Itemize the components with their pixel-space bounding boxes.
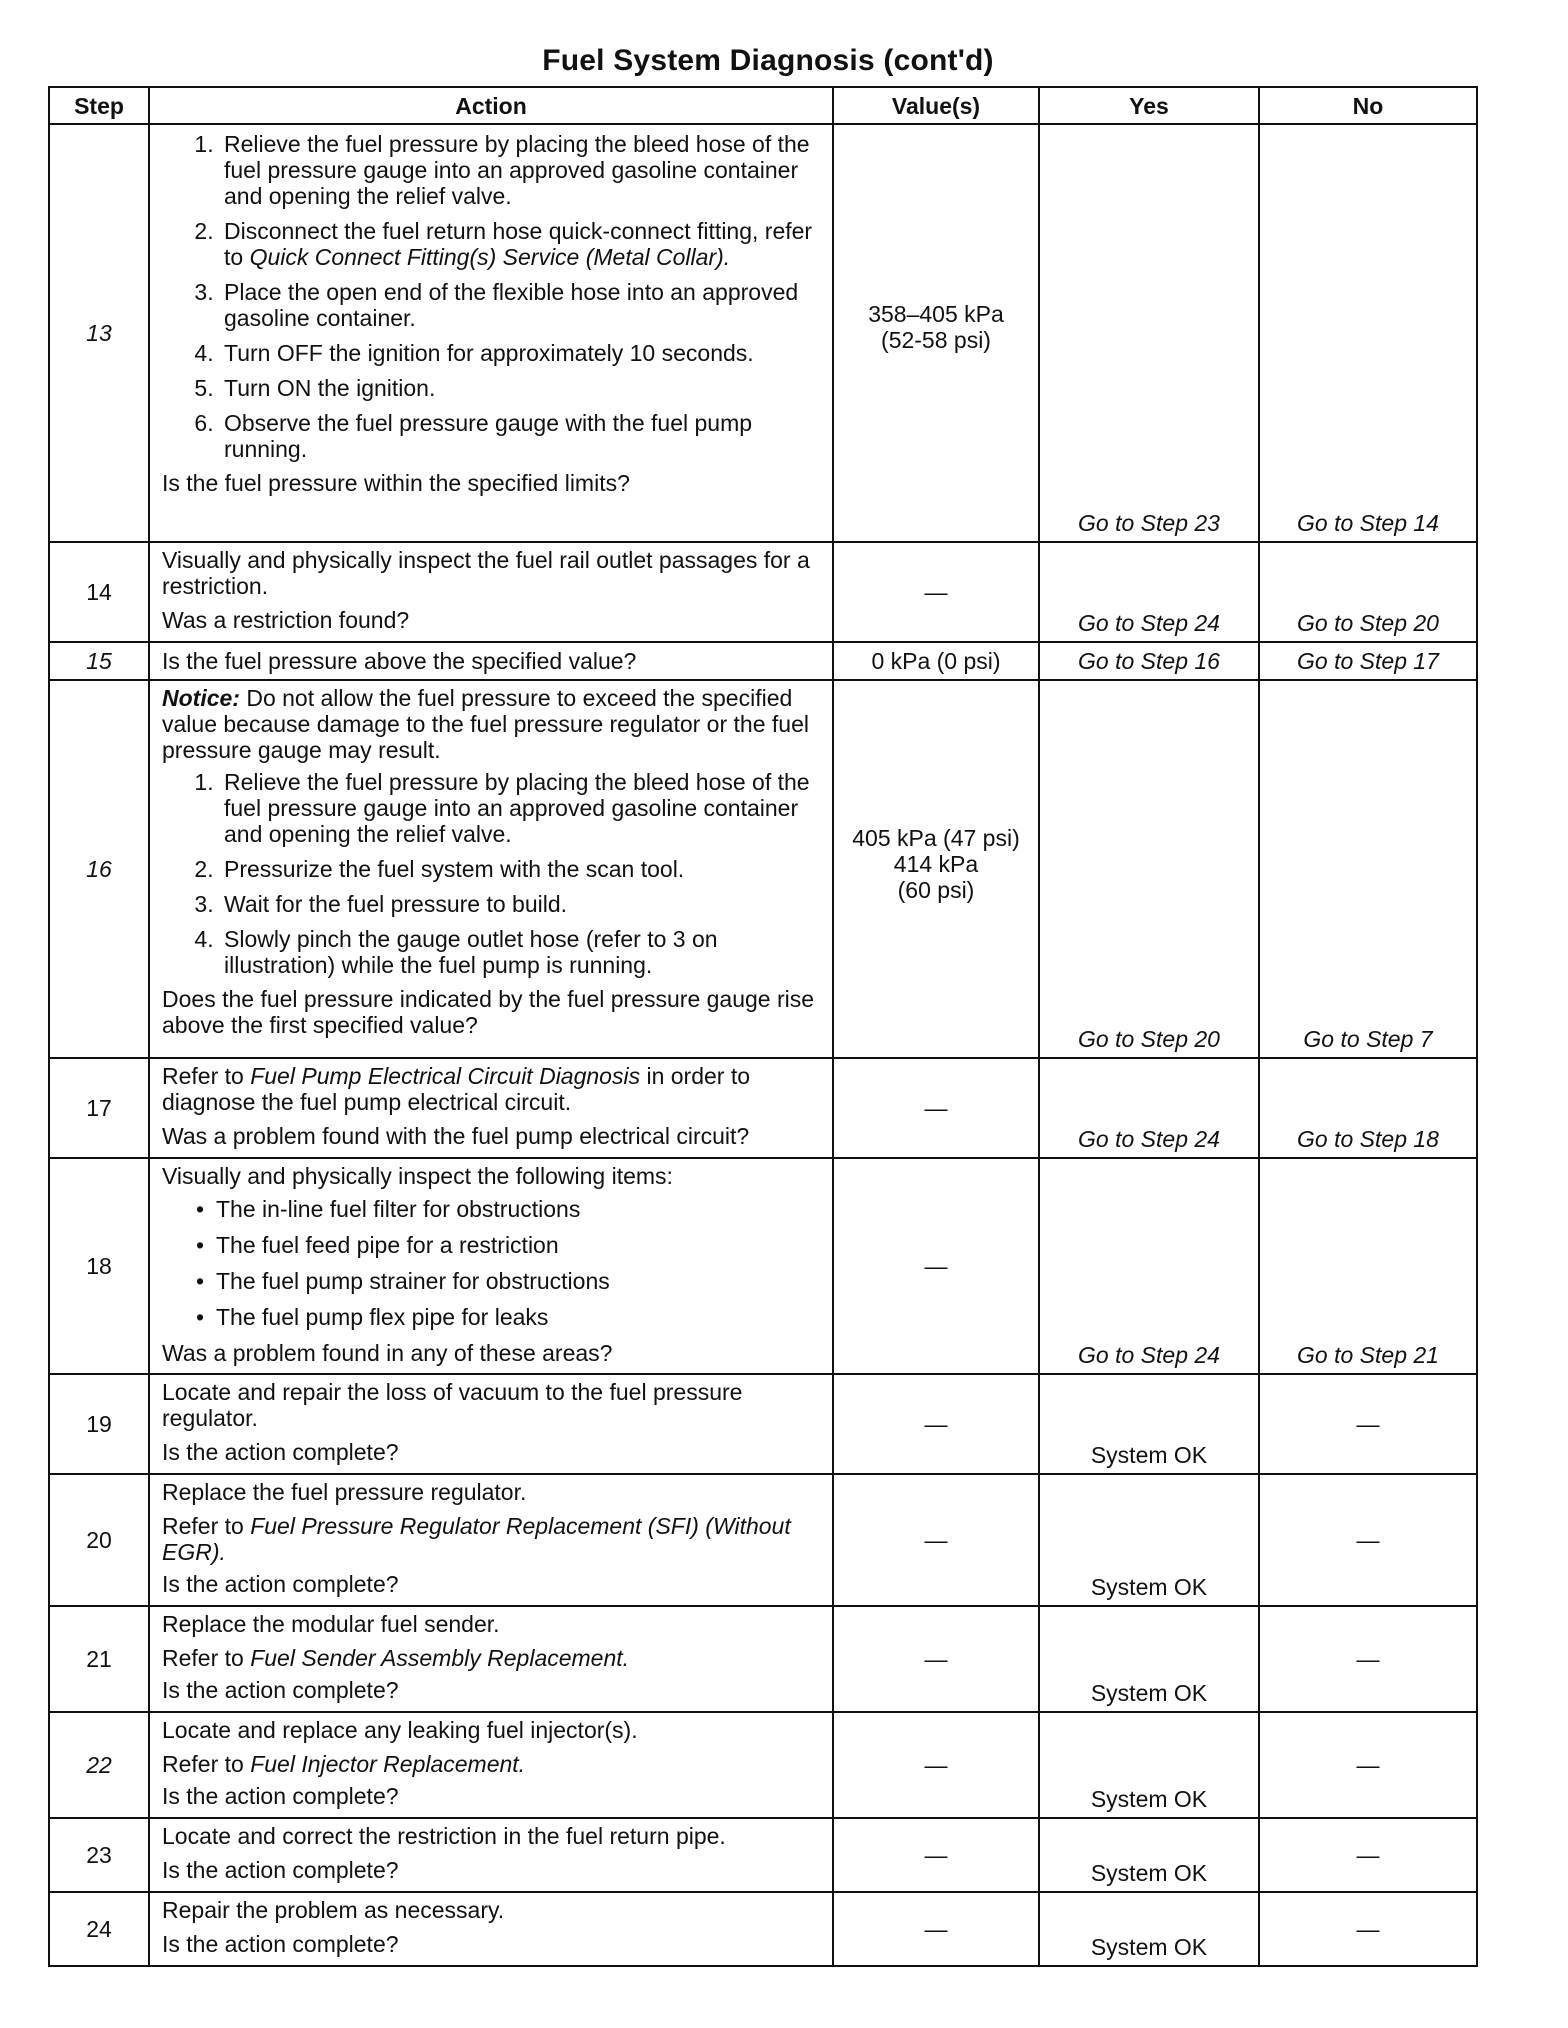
list-item-text: Disconnect the fuel return hose quick-connect fitting, refer to (224, 218, 813, 270)
action-text: Visually and physically inspect the following items: (162, 1163, 673, 1189)
action-cell (149, 542, 833, 642)
value-cell: — (833, 1712, 1039, 1818)
reference-link: Fuel Pump Electrical Circuit Diagnosis (250, 1063, 641, 1089)
no-cell: Go to Step 20 (1259, 542, 1477, 642)
action-cell (149, 124, 833, 542)
step-number: 21 (49, 1606, 149, 1712)
list-item: • The fuel pump flex pipe for leaks (202, 1304, 824, 1330)
yes-cell: Go to Step 16 (1039, 642, 1259, 680)
question: Is the action complete? (162, 1931, 399, 1957)
list-item: 3. Place the open end of the flexible hose into an approved gasoline container. (220, 279, 824, 331)
action-cell (149, 642, 833, 680)
reference-prefix: Refer to (162, 1645, 251, 1671)
step-number: 13 (49, 124, 149, 542)
table-header-row (49, 87, 1477, 124)
reference-link: Fuel Pressure Regulator Replacement (SFI) (Without EGR). (162, 1513, 791, 1565)
action-cell (149, 1058, 833, 1158)
no-cell: — (1259, 1474, 1477, 1606)
step-number: 14 (49, 542, 149, 642)
action-cell (149, 1712, 833, 1818)
yes-cell: System OK (1039, 1892, 1259, 1966)
list-item: 1. Relieve the fuel pressure by placing the bleed hose of the fuel pressure gauge into an approved gasoline container and opening the relief valve. (220, 131, 824, 209)
question: Does the fuel pressure indicated by the fuel pressure gauge rise above the first specified value? (162, 986, 815, 1038)
step-number: 15 (49, 642, 149, 680)
no-cell: Go to Step 7 (1259, 680, 1477, 1058)
list-item: 1. Relieve the fuel pressure by placing the bleed hose of the fuel pressure gauge into an approved gasoline container and opening the relief valve. (220, 769, 824, 847)
step-number: 24 (49, 1892, 149, 1966)
yes-cell: Go to Step 24 (1039, 1158, 1259, 1374)
reference-text (162, 1513, 824, 1565)
yes-cell: System OK (1039, 1818, 1259, 1892)
yes-cell: System OK (1039, 1606, 1259, 1712)
table-row-19 (49, 1374, 1477, 1474)
no-cell: — (1259, 1606, 1477, 1712)
reference-link: Fuel Sender Assembly Replacement. (250, 1645, 630, 1671)
action-cell (149, 1374, 833, 1474)
reference-text (162, 1645, 824, 1671)
action-cell (149, 1158, 833, 1374)
table-row-22 (49, 1712, 1477, 1818)
notice-text: Do not allow the fuel pressure to exceed the specified value because damage to the fuel pressure regulator or the fuel pressure gauge may result. (162, 685, 809, 763)
reference-prefix: Refer to (162, 1513, 251, 1539)
list-item: 2. Pressurize the fuel system with the scan tool. (220, 856, 824, 882)
reference-prefix: Refer to (162, 1751, 251, 1777)
action-cell (149, 680, 833, 1058)
value-cell: — (833, 542, 1039, 642)
list-item: 4. Turn OFF the ignition for approximately 10 seconds. (220, 340, 824, 366)
reference-link: Quick Connect Fitting(s) Service (Metal Collar). (249, 244, 731, 270)
list-item: • The fuel pump strainer for obstructions (202, 1268, 824, 1294)
no-cell: — (1259, 1374, 1477, 1474)
table-row-24 (49, 1892, 1477, 1966)
list-item: 4. Slowly pinch the gauge outlet hose (refer to 3 on illustration) while the fuel pump is running. (220, 926, 824, 978)
list-item: • The in-line fuel filter for obstructions (202, 1196, 824, 1222)
question: Is the fuel pressure above the specified value? (162, 648, 637, 674)
table-row-20 (49, 1474, 1477, 1606)
table-row-21 (49, 1606, 1477, 1712)
list-item: • The fuel feed pipe for a restriction (202, 1232, 824, 1258)
step-number: 19 (49, 1374, 149, 1474)
header-no: No (1259, 87, 1477, 124)
value-cell (833, 680, 1039, 1058)
yes-cell: System OK (1039, 1712, 1259, 1818)
table-row-15 (49, 642, 1477, 680)
action-text-pre: Refer to (162, 1063, 251, 1089)
action-text: Locate and correct the restriction in the fuel return pipe. (162, 1823, 726, 1849)
procedure-list (162, 131, 824, 462)
action-text-post: in order to diagnose the fuel pump electrical circuit. (162, 1063, 751, 1115)
value-line: 405 kPa (47 psi) (852, 825, 1020, 851)
question: Is the action complete? (162, 1783, 399, 1809)
no-cell: — (1259, 1892, 1477, 1966)
step-number: 17 (49, 1058, 149, 1158)
table-row-13 (49, 124, 1477, 542)
table-row-14 (49, 542, 1477, 642)
table-row-17 (49, 1058, 1477, 1158)
yes-cell: Go to Step 20 (1039, 680, 1259, 1058)
notice-paragraph (162, 685, 824, 763)
list-item (220, 218, 824, 270)
step-number: 18 (49, 1158, 149, 1374)
question: Was a problem found in any of these areas? (162, 1340, 613, 1366)
header-step: Step (49, 87, 149, 124)
question: Is the action complete? (162, 1439, 399, 1465)
reference-text (162, 1751, 824, 1777)
procedure-list (162, 769, 824, 978)
action-cell (149, 1606, 833, 1712)
question: Is the action complete? (162, 1571, 399, 1597)
value-line: (60 psi) (897, 877, 975, 903)
value-cell: — (833, 1374, 1039, 1474)
action-text: Locate and repair the loss of vacuum to the fuel pressure regulator. (162, 1379, 743, 1431)
table-row-23 (49, 1818, 1477, 1892)
value-line: 358–405 kPa (868, 301, 1004, 327)
header-action: Action (149, 87, 833, 124)
reference-link: Fuel Injector Replacement. (250, 1751, 526, 1777)
yes-cell: Go to Step 24 (1039, 542, 1259, 642)
list-item: 5. Turn ON the ignition. (220, 375, 824, 401)
step-number: 20 (49, 1474, 149, 1606)
no-cell: Go to Step 18 (1259, 1058, 1477, 1158)
question: Is the action complete? (162, 1857, 399, 1883)
step-number: 16 (49, 680, 149, 1058)
diagnosis-table (48, 86, 1478, 1967)
no-cell: — (1259, 1818, 1477, 1892)
action-cell (149, 1818, 833, 1892)
page-title: Fuel System Diagnosis (cont'd) (542, 44, 994, 77)
table-row-18 (49, 1158, 1477, 1374)
no-cell: — (1259, 1712, 1477, 1818)
action-text: Replace the fuel pressure regulator. (162, 1479, 527, 1505)
step-number: 23 (49, 1818, 149, 1892)
yes-cell: Go to Step 23 (1039, 124, 1259, 542)
header-yes: Yes (1039, 87, 1259, 124)
value-cell: — (833, 1474, 1039, 1606)
no-cell: Go to Step 14 (1259, 124, 1477, 542)
value-cell: — (833, 1892, 1039, 1966)
question: Was a restriction found? (162, 607, 410, 633)
step-number: 22 (49, 1712, 149, 1818)
value-cell: — (833, 1158, 1039, 1374)
list-item: 3. Wait for the fuel pressure to build. (220, 891, 824, 917)
value-cell: 0 kPa (0 psi) (833, 642, 1039, 680)
question: Is the action complete? (162, 1677, 399, 1703)
no-cell: Go to Step 21 (1259, 1158, 1477, 1374)
action-text: Visually and physically inspect the fuel rail outlet passages for a restriction. (162, 547, 810, 599)
action-text: Repair the problem as necessary. (162, 1897, 505, 1923)
question: Is the fuel pressure within the specified limits? (162, 470, 630, 496)
header-values: Value(s) (833, 87, 1039, 124)
table-row-16 (49, 680, 1477, 1058)
action-text (162, 1063, 824, 1115)
inspection-list (162, 1196, 824, 1330)
yes-cell: System OK (1039, 1374, 1259, 1474)
question: Was a problem found with the fuel pump electrical circuit? (162, 1123, 750, 1149)
value-line: 414 kPa (893, 851, 979, 877)
yes-cell: System OK (1039, 1474, 1259, 1606)
value-cell: — (833, 1818, 1039, 1892)
value-cell: — (833, 1606, 1039, 1712)
action-text: Replace the modular fuel sender. (162, 1611, 500, 1637)
no-cell: Go to Step 17 (1259, 642, 1477, 680)
action-cell (149, 1892, 833, 1966)
action-text: Locate and replace any leaking fuel injector(s). (162, 1717, 638, 1743)
notice-label: Notice: (162, 685, 240, 711)
list-item: 6. Observe the fuel pressure gauge with the fuel pump running. (220, 410, 824, 462)
value-cell: — (833, 1058, 1039, 1158)
action-cell (149, 1474, 833, 1606)
yes-cell: Go to Step 24 (1039, 1058, 1259, 1158)
value-cell (833, 124, 1039, 542)
value-line: (52-58 psi) (881, 327, 991, 353)
